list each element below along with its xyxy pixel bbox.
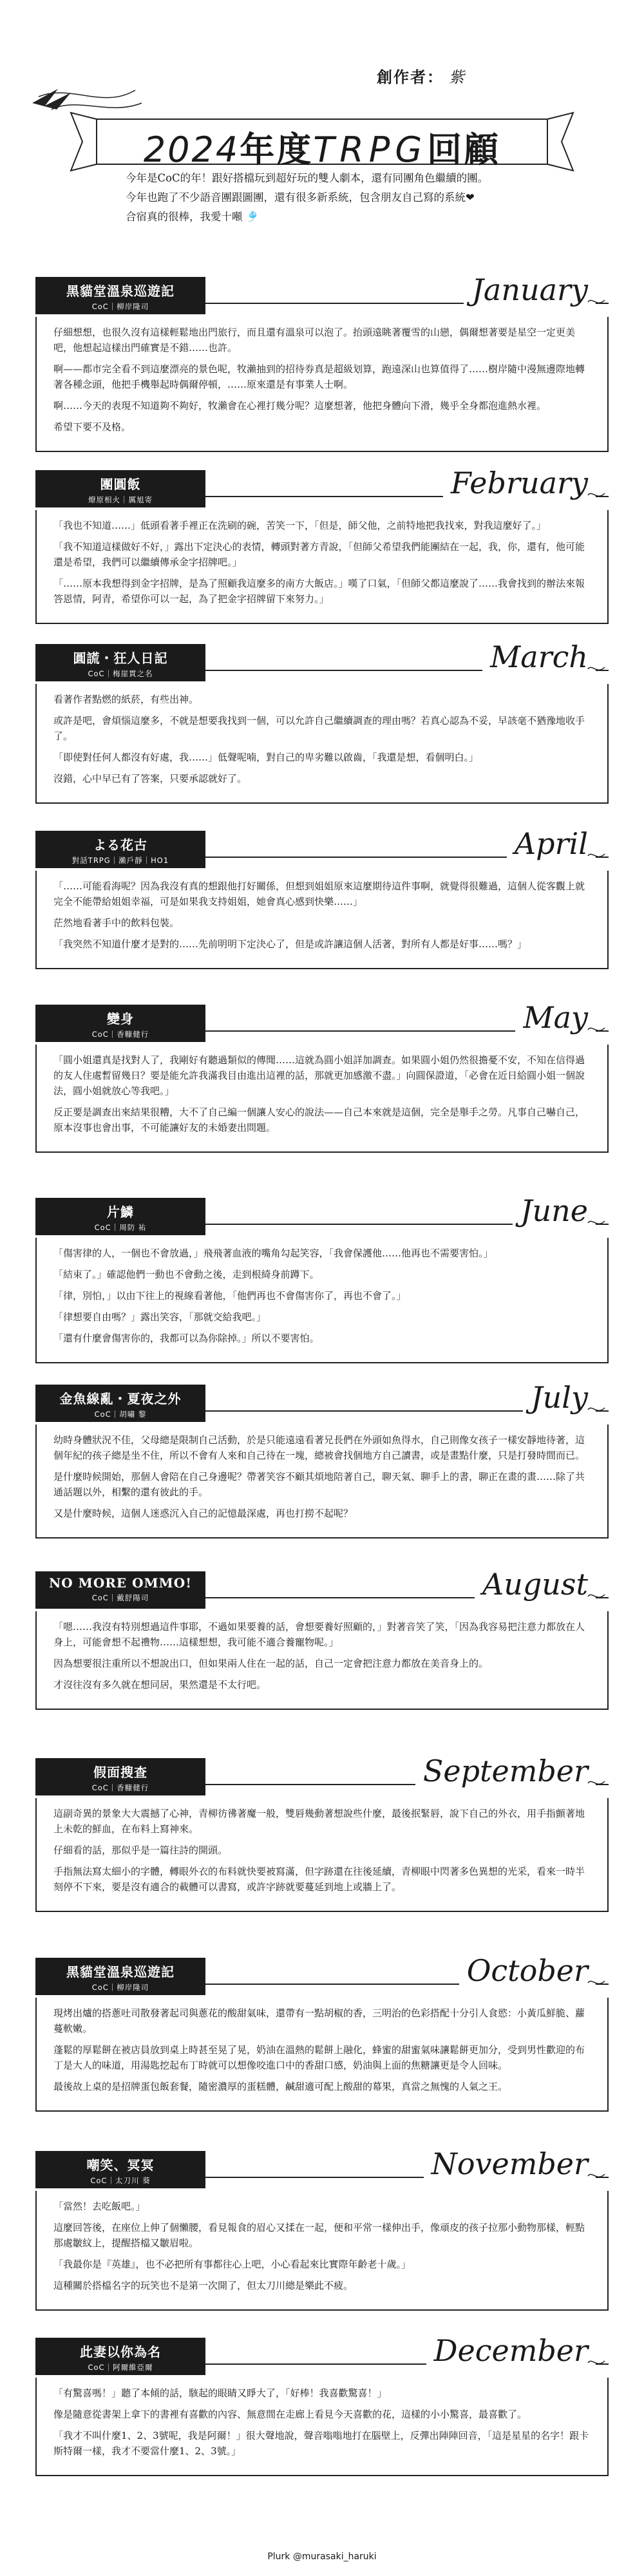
section-header <box>35 1380 609 1425</box>
month-section-may <box>35 1000 609 1153</box>
section-paragraph: 或許是吧，會煩惱這麼多，不就是想要我找到一個，可以允許自己繼續調查的理由嗎？若真心認為不妥，早該毫不猶豫地收手了。 <box>53 715 585 742</box>
month-label: October <box>459 1953 596 1989</box>
section-paragraph: 「即使對任何人都沒有好處，我……」低聲呢喃，對自己的卑劣難以啟齒，「我還是想，看個明白。」 <box>53 752 479 763</box>
month-section-february <box>35 466 609 624</box>
section-paragraph: 反正要是調查出來結果很糟，大不了自己編一個讓人安心的說法——自己本來就是這個，完全是舉手之勞。凡事自己嚇自己，原本沒事也會出事，不可能讓好友的未婚妻出問題。 <box>53 1106 585 1133</box>
section-paragraph: 蓬鬆的厚鬆餅在被店員放到桌上時甚至晃了晃，奶油在溫熱的鬆餅上融化，蜂蜜的甜蜜氣味讓鬆餅更加分，受到男性歡迎的布丁是大人的味道，用湯匙挖起布丁時就可以想像咬進口中的香甜口感，奶油與上面的焦糖讓更是令人回味。 <box>53 2044 585 2071</box>
month-section-march <box>35 639 609 804</box>
section-paragraph: 像是隨意從書架上拿下的書裡有喜歡的內容、無意間在走廊上看見今天喜歡的花，這樣的小小驚喜，最喜歡了。 <box>53 2409 527 2420</box>
section-paragraph: 是什麼時候開始，那個人會陪在自己身邊呢？帶著笑容不顧其煩地陪著自己，聊天氣、聊手上的書，聊正在畫的畫……除了共通話題以外，相繫的還有彼此的手。 <box>53 1471 585 1498</box>
title-year: 2024 <box>143 129 240 170</box>
campaign-tag <box>35 644 205 681</box>
section-paragraph: 這副奇異的景象大大震撼了心神，青柳彷彿著魔一般，雙唇幾動著想說些什麼，最後抿緊唇，說下自己的外衣，用手指顫著地上未乾的鮮血，在布料上寫神來。 <box>53 1808 585 1835</box>
campaign-title: 嘲笑、冥冥 <box>86 2157 155 2173</box>
section-paragraph: 「圓小姐還真是找對人了，我剛好有聽過類似的傳聞……這就為圓小姐詳加調查。如果圓小姐仍然很擔憂不安，不知在信得過的友人住處暫留幾日？要是能允許我滿我目由進出這裡的話，那就更加感激不盡。」向圓保證道，「必會在近日給圓小姐一個說法，圓小姐就放心等我吧。」 <box>53 1054 585 1097</box>
flourish-icon <box>587 1217 606 1229</box>
section-paragraph: 沒錯，心中早已有了答案，只要承認就好了。 <box>53 773 247 784</box>
section-paragraph: 「我也不知道……」低頭看著手裡正在洗刷的碗，苦笑一下，「但是，師父他，之前特地把我找來，對我這麼好了。」 <box>53 520 547 531</box>
section-paragraph: 仔細看的話，那似乎是一篇往詩的開頭。 <box>53 1844 228 1856</box>
section-paragraph: 「嗯……我沒有特別想過這件事耶，不過如果要養的話，會想要養好照顧的，」對著音笑了笑，「因為我容易把注意力都放在人身上，可能會想不起禮物……這樣想想，我可能不適合養寵物呢。」 <box>53 1621 585 1648</box>
section-paragraph: 「我最你是『英雄』，也不必把所有事都往心上吧，小心看起來比實際年齡老十歲。」 <box>53 2259 412 2270</box>
campaign-subtitle: 燎原相火｜厲旭寄 <box>88 495 153 504</box>
title-end: 回顧 <box>427 129 501 170</box>
section-header <box>35 1193 609 1238</box>
campaign-tag <box>35 470 205 507</box>
flourish-icon <box>587 2357 606 2369</box>
flourish-icon <box>587 1777 606 1789</box>
campaign-title: 黑貓堂溫泉巡遊記 <box>66 1964 175 1980</box>
section-body <box>35 1611 609 1710</box>
campaign-subtitle: CoC｜香糠健行 <box>91 1783 149 1792</box>
section-paragraph: 「律，別怕，」以由下往上的視線看著他，「他們再也不會傷害你了，再也不會了。」 <box>53 1290 406 1302</box>
campaign-subtitle: CoC｜柳岸隆司 <box>91 302 149 311</box>
campaign-tag <box>35 1198 205 1235</box>
campaign-title: 黑貓堂溫泉巡遊記 <box>66 283 175 299</box>
section-header <box>35 639 609 684</box>
section-paragraph: 這麼回答後，在座位上伸了個懶腰，看見報食的眉心又揉在一起，便和平常一樣伸出手，像頑皮的孩子拉那小動物那樣，輕點那處皺紋上，提醒搭檔又皺眉啦。 <box>53 2222 585 2249</box>
month-section-august <box>35 1567 609 1710</box>
section-body <box>35 1425 609 1539</box>
section-paragraph: 「我突然不知道什麼才是對的……先前明明下定決心了，但是或許讓這個人活著，對所有人都是好事……嗎？」 <box>53 938 527 950</box>
campaign-title: よる花古 <box>93 837 147 853</box>
page-header <box>0 0 644 270</box>
campaign-tag <box>35 831 205 868</box>
section-body <box>35 1238 609 1363</box>
section-paragraph: 啊……今天的表現不知道夠不夠好，牧瀨會在心裡打幾分呢？這麼想著，他把身體向下滑，幾乎全身都泡進熱水裡。 <box>53 400 547 412</box>
flourish-icon <box>587 663 606 675</box>
month-section-april <box>35 826 609 969</box>
flourish-icon <box>587 1024 606 1036</box>
page-title <box>0 122 644 172</box>
month-section-november <box>35 2146 609 2311</box>
section-paragraph: 現烤出爐的搭蔥吐司散發著起司與蔥花的酸甜氣味，還帶有一點胡椒的香，三明治的色彩搭配十分引人食慾：小黃瓜鮮脆、蘿蔓軟嫩。 <box>53 2007 585 2034</box>
section-paragraph: 又是什麼時候，這個人迷惑沉入自己的記憶最深處，再也打撈不起呢？ <box>53 1508 354 1519</box>
month-label: March <box>482 639 596 675</box>
month-section-january <box>35 272 609 452</box>
month-label: August <box>475 1566 596 1602</box>
section-body <box>35 2191 609 2311</box>
section-paragraph: 茫然地看著手中的飲料包裝。 <box>53 917 180 929</box>
campaign-title: 片鱗 <box>107 1204 134 1220</box>
campaign-subtitle: CoC｜胡嘯 黎 <box>94 1410 147 1419</box>
campaign-tag <box>35 1005 205 1042</box>
month-label: January <box>464 272 596 308</box>
month-section-december <box>35 2333 609 2476</box>
intro-line: 今年是CoC的年！跟好搭檔玩到超好玩的雙人劇本，還有同團角色繼續的團。 <box>126 172 489 184</box>
campaign-subtitle: CoC｜太刀川 葵 <box>90 2176 151 2185</box>
section-header <box>35 826 609 871</box>
campaign-tag <box>35 2151 205 2188</box>
section-paragraph: 「……可能看海呢？因為我沒有真的想跟他打好關係，但想到姐姐原來這麼期待這件事啊，就覺得很難過，這個人從客觀上就完全不能帶給姐姐幸福，可是如果我支持姐姐，她會真心感到快樂……」 <box>53 880 585 907</box>
section-header <box>35 272 609 317</box>
section-body <box>35 1798 609 1912</box>
flourish-icon <box>587 1404 606 1416</box>
month-label: December <box>426 2333 596 2369</box>
footer-credit: Plurk @murasaki_haruki <box>267 2552 377 2562</box>
month-label: November <box>424 2146 596 2182</box>
campaign-subtitle: CoC｜香糠健行 <box>91 1030 149 1039</box>
intro-line: 今年也跑了不少語音團跟圖團，還有很多新系統，包含朋友自己寫的系統❤ <box>126 191 475 204</box>
section-body <box>35 317 609 452</box>
section-paragraph: 「……原本我想得到金字招牌，是為了照顧我這麼多的南方大飯店。」嘆了口氣，「但師父都這麼說了……我會找到的辦法來報答恩情，阿青，希望你可以一起，為了把金字招牌留下來努力。」 <box>53 578 585 605</box>
section-header <box>35 2333 609 2378</box>
section-paragraph: 「我不知道這樣做好不好，」露出下定決心的表情，轉頭對著方青說，「但師父希望我們能團結在一起，我，你，還有，他可能還是希望，我們可以繼續傳承金字招牌吧。」 <box>53 541 585 568</box>
section-header <box>35 1567 609 1611</box>
section-paragraph: 最後故上桌的是招牌蛋包飯套餐，隨密濃厚的蛋糕體，鹹甜適可配上酸甜的幕果，真當之無愧的人氣之王。 <box>53 2081 508 2092</box>
flourish-icon <box>587 2170 606 2182</box>
section-paragraph: 幼時身體狀況不佳，父母總是限制自己活動，於是只能遠遠看著兄長們在外頭如魚得水，自己則像女孩子一樣安靜地待著，這個年紀的孩子總是坐不住，所以不會有人來和自己待在一塊，總被會找個地方自己讀書，或是畫點什麼，只是打發時間而已。 <box>53 1434 585 1461</box>
flourish-icon <box>587 489 606 501</box>
creator-signature: 紫 <box>449 68 466 86</box>
section-paragraph: 希望下要不及格。 <box>53 421 131 433</box>
section-paragraph: 啊——都市完全看不到這麼漂亮的景色呢，牧瀨抽到的招待券真是超級划算，跑遠深山也算值得了……樹岸隨中漫無邊際地轉著各種念頭，他把手機舉起時偶爾停頓，……原來還是有事業人士啊。 <box>53 363 585 390</box>
section-body <box>35 2378 609 2476</box>
month-section-september <box>35 1754 609 1912</box>
month-label: July <box>523 1379 596 1416</box>
flourish-icon <box>587 1591 606 1602</box>
month-label: February <box>443 465 596 501</box>
section-paragraph: 「還有什麼會傷害你的，我都可以為你除掉。」所以不要害怕。 <box>53 1332 319 1344</box>
flourish-icon <box>587 296 606 308</box>
campaign-subtitle: CoC｜周防 祐 <box>94 1223 147 1232</box>
campaign-title: 變身 <box>107 1011 134 1027</box>
section-body <box>35 871 609 969</box>
campaign-tag <box>35 1958 205 1995</box>
section-paragraph: 因為想要很注重所以不想說出口，但如果兩人住在一起的話，自己一定會把注意力都放在美音身上的。 <box>53 1658 489 1669</box>
month-section-october <box>35 1953 609 2112</box>
intro-text <box>126 169 570 227</box>
title-trpg: TRPG <box>313 129 428 170</box>
section-header <box>35 1953 609 1998</box>
section-paragraph: 「我才不叫什麼1、2、3號呢，我是阿爾！」很大聲地說，聲音嗡嗡地打在腦壁上，反彈出陣陣回音，「這是星星的名字！跟卡斯特爾一樣，我才不要當什麼1、2、3號。」 <box>53 2430 589 2457</box>
campaign-subtitle: CoC｜梅崖貫之名 <box>88 669 153 678</box>
section-body <box>35 1998 609 2112</box>
section-paragraph: 「結束了。」確認他們一動也不會動之後，走到根綺身前蹲下。 <box>53 1269 319 1280</box>
campaign-tag <box>35 1385 205 1422</box>
campaign-subtitle: CoC｜柳岸隆司 <box>91 1983 149 1992</box>
section-body <box>35 1045 609 1153</box>
section-paragraph: 看著作者點燃的紙菸，有些出神。 <box>53 694 199 705</box>
campaign-subtitle: CoC｜阿爾維亞爾 <box>88 2363 153 2372</box>
campaign-title: 假面搜查 <box>93 1765 147 1780</box>
section-body <box>35 510 609 624</box>
section-header <box>35 1000 609 1045</box>
intro-line: 合宿真的很棒，我愛十噸 🎐 <box>126 211 260 223</box>
month-section-july <box>35 1380 609 1539</box>
campaign-title: 團圓飯 <box>100 477 141 492</box>
section-header <box>35 2146 609 2191</box>
section-paragraph: 才沒往沒有多久就在想同居，果然還是不太行吧。 <box>53 1679 267 1690</box>
creator-label: 創作者： <box>377 68 444 86</box>
month-label: April <box>507 826 596 862</box>
campaign-tag <box>35 1571 205 1609</box>
section-paragraph: 手指無法寫太細小的字體，轉眼外衣的布料就快要被寫滿，但字跡還在往後延續，青柳眼中閃著多色異想的光采，看來一時半刻停不下來，要是沒有適合的載體可以書寫，或許字跡就要蔓延到地上或牆上了。 <box>53 1866 585 1893</box>
campaign-tag <box>35 277 205 314</box>
campaign-tag <box>35 2338 205 2375</box>
section-body <box>35 684 609 804</box>
campaign-subtitle: 對話TRPG｜瀨戶靜｜HO1 <box>71 856 169 865</box>
campaign-title: 此妻以你為名 <box>80 2344 161 2360</box>
month-label: June <box>513 1193 596 1229</box>
month-section-june <box>35 1193 609 1363</box>
campaign-tag <box>35 1758 205 1795</box>
section-paragraph: 仔細想想，也很久沒有這樣輕鬆地出門旅行，而且還有溫泉可以泡了。抬頭遠眺著覆雪的山戀，偶爾想著要是星空一定更美吧，他想起這樣出門確實是不錯……也許。 <box>53 327 576 354</box>
section-header <box>35 1754 609 1798</box>
campaign-title: 金魚線亂・夏夜之外 <box>59 1391 182 1406</box>
month-label: September <box>415 1753 596 1789</box>
campaign-subtitle: CoC｜戴舒陽司 <box>91 1593 149 1602</box>
flourish-icon <box>587 850 606 862</box>
section-paragraph: 「律想要自由嗎？」露出笑容，「那就交給我吧。」 <box>53 1311 267 1323</box>
campaign-title: 圓謊・狂人日記 <box>73 650 168 666</box>
section-paragraph: 這種關於搭檔名字的玩笑也不是第一次開了，但太刀川總是樂此不疲。 <box>53 2280 354 2291</box>
title-mid: 年度 <box>240 129 314 170</box>
section-paragraph: 「當然！去吃飯吧。」 <box>53 2201 146 2212</box>
section-header <box>35 466 609 510</box>
section-paragraph: 「有驚喜嗎！」聽了本傾的話，駭起的眼睛又睜大了，「好棒！我喜歡驚喜！」 <box>53 2387 387 2399</box>
campaign-title: NO MORE OMMO! <box>49 1575 192 1591</box>
month-label: May <box>515 999 596 1036</box>
flourish-icon <box>587 1977 606 1989</box>
section-paragraph: 「傷害律的人，一個也不會放過，」飛飛著血液的嘴角勾起笑容，「我會保護他……他再也不需要害怕。」 <box>53 1247 493 1259</box>
